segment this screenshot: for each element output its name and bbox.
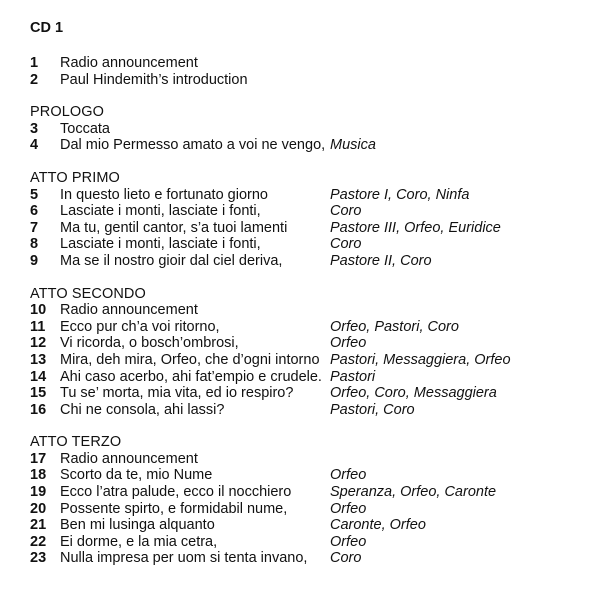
track-roles: Coro [330, 550, 362, 567]
track-title: Vi ricorda, o bosch’ombrosi, [60, 335, 239, 352]
track-number: 22 [30, 533, 47, 550]
track-title: Ma se il nostro gioir dal ciel deriva, [60, 252, 283, 269]
track-roles: Coro [330, 203, 362, 220]
track-row [30, 517, 590, 534]
track-number: 20 [30, 500, 47, 517]
track-title: Possente spirto, e formidabil nume, [60, 500, 288, 517]
track-title: Tu se’ morta, mia vita, ed io respiro? [60, 385, 294, 402]
track-roles: Pastori [330, 368, 376, 385]
track-number: 17 [30, 450, 47, 467]
track-roles: Orfeo, Coro, Messaggiera [330, 385, 497, 402]
track-title: In questo lieto e fortunato giorno [60, 186, 268, 203]
track-title: Ecco l’atra palude, ecco il nocchiero [60, 484, 292, 501]
track-row [30, 55, 590, 72]
track-number: 5 [30, 186, 39, 203]
track-row [30, 72, 590, 89]
track-roles: Musica [330, 137, 376, 154]
track-row [30, 550, 590, 567]
track-roles: Pastore I, Coro, Ninfa [330, 186, 470, 203]
track-roles: Coro [330, 236, 362, 253]
track-number: 12 [30, 335, 47, 352]
track-number: 16 [30, 401, 47, 418]
track-roles: Pastori, Messaggiera, Orfeo [330, 351, 511, 368]
track-roles: Speranza, Orfeo, Caronte [330, 484, 497, 501]
track-roles: Pastore II, Coro [330, 252, 432, 269]
track-title: Paul Hindemith’s introduction [60, 71, 248, 88]
section-4 [30, 434, 590, 567]
track-number: 18 [30, 467, 47, 484]
track-row [30, 137, 590, 154]
track-roles: Pastori, Coro [330, 401, 415, 418]
track-number: 11 [30, 318, 46, 335]
track-title: Mira, deh mira, Orfeo, che d’ogni intorno [60, 351, 320, 368]
tracklist-page [30, 20, 590, 583]
section-2 [30, 170, 590, 270]
tracklist [30, 55, 590, 567]
track-row [30, 253, 590, 270]
track-roles: Caronte, Orfeo [330, 517, 426, 534]
track-title: Radio announcement [60, 450, 198, 467]
track-title: Scorto da te, mio Nume [60, 467, 213, 484]
track-number: 14 [30, 368, 47, 385]
track-title: Ahi caso acerbo, ahi fat’empio e crudele. [60, 368, 322, 385]
track-number: 8 [30, 236, 39, 253]
section-heading: ATTO TERZO [30, 434, 122, 451]
track-title: Ben mi lusinga alquanto [60, 517, 215, 534]
track-roles: Pastore III, Orfeo, Euridice [330, 219, 501, 236]
track-row [30, 484, 590, 501]
track-number: 10 [30, 302, 47, 319]
section-heading: PROLOGO [30, 104, 105, 121]
track-number: 1 [30, 55, 39, 71]
track-number: 21 [30, 517, 47, 534]
section-heading: ATTO PRIMO [30, 169, 120, 186]
track-row [30, 335, 590, 352]
track-row [30, 203, 590, 220]
track-row [30, 302, 590, 319]
track-row [30, 467, 590, 484]
track-title: Ei dorme, e la mia cetra, [60, 533, 218, 550]
track-number: 9 [30, 252, 39, 269]
track-row [30, 534, 590, 551]
track-number: 2 [30, 71, 39, 88]
track-row [30, 187, 590, 204]
track-title: Lasciate i monti, lasciate i fonti, [60, 236, 261, 253]
track-number: 19 [30, 484, 47, 501]
track-row [30, 451, 590, 468]
disc-title: CD 1 [30, 20, 64, 36]
track-number: 23 [30, 550, 47, 567]
track-number: 15 [30, 385, 47, 402]
track-roles: Orfeo [330, 500, 367, 517]
track-row [30, 385, 590, 402]
track-row [30, 236, 590, 253]
track-title: Radio announcement [60, 55, 198, 71]
track-row [30, 369, 590, 386]
track-roles: Orfeo [330, 467, 367, 484]
section-heading: ATTO SECONDO [30, 285, 146, 302]
track-title: Chi ne consola, ahi lassi? [60, 401, 225, 418]
track-title: Nulla impresa per uom si tenta invano, [60, 550, 308, 567]
track-row [30, 501, 590, 518]
track-number: 13 [30, 351, 47, 368]
track-title: Ma tu, gentil cantor, s’a tuoi lamenti [60, 219, 288, 236]
track-row [30, 402, 590, 419]
track-title: Toccata [60, 120, 110, 137]
track-title: Ecco pur ch’a voi ritorno, [60, 318, 220, 335]
track-roles: Orfeo [330, 335, 367, 352]
track-number: 3 [30, 120, 39, 137]
section-1 [30, 104, 590, 154]
track-title: Lasciate i monti, lasciate i fonti, [60, 203, 261, 220]
track-title: Dal mio Permesso amato a voi ne vengo, [60, 137, 326, 154]
track-row [30, 352, 590, 369]
track-roles: Orfeo [330, 533, 367, 550]
track-row [30, 121, 590, 138]
track-number: 6 [30, 203, 39, 220]
track-row [30, 220, 590, 237]
track-row [30, 319, 590, 336]
track-number: 7 [30, 219, 39, 236]
track-title: Radio announcement [60, 302, 198, 319]
track-roles: Orfeo, Pastori, Coro [330, 318, 459, 335]
track-number: 4 [30, 137, 39, 154]
section-3 [30, 286, 590, 419]
section-0 [30, 55, 590, 88]
